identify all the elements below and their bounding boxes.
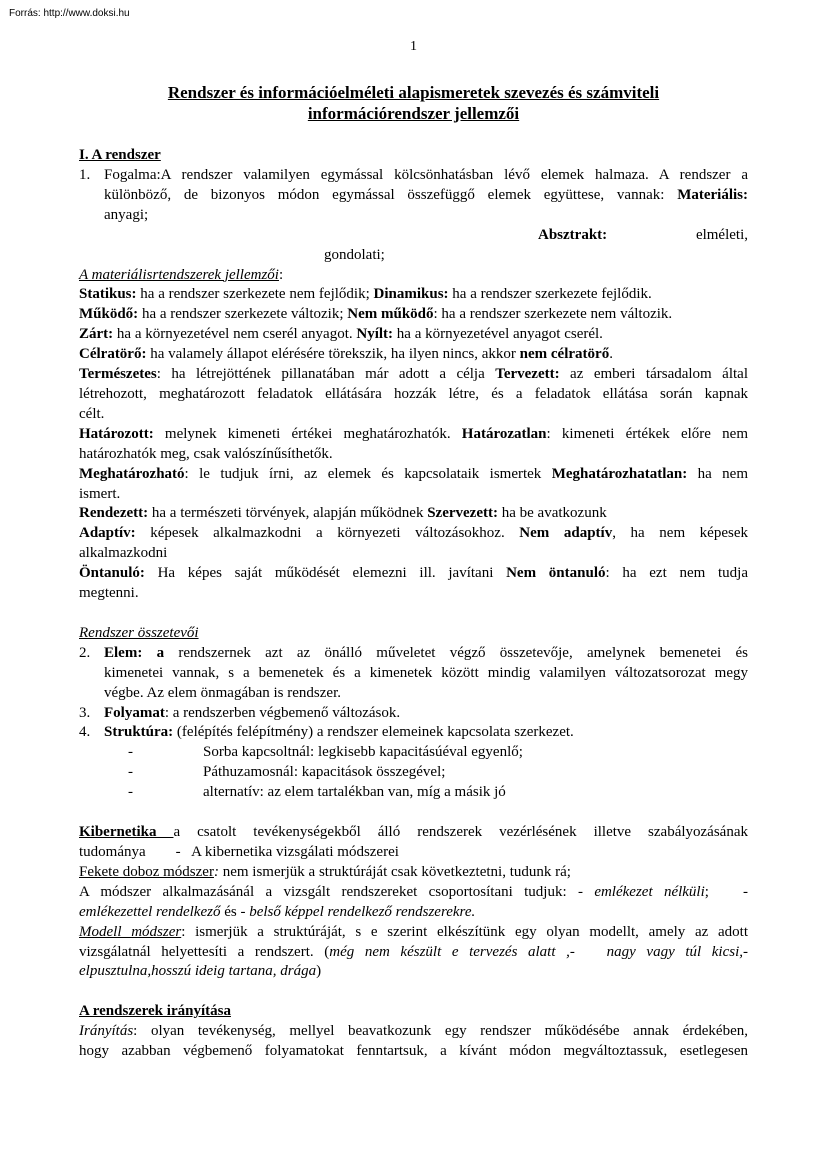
title-line-1: Rendszer és információelméleti alapismeretek szevezés és számviteli [167,83,660,102]
kibernetika-line: Kibernetika a csatolt tevékenységekből álló rendszerek vezérlésének illetve szabályozásának [79,824,748,841]
property-line: Működő: ha a rendszer szerkezete változik; Nem működő: ha a rendszer szerkezete nem változik. [79,306,673,323]
dash-item: - Páthuzamosnál: kapacitások összegével; [128,764,446,781]
document-title [79,82,748,124]
paragraph-line: elpusztulna,hosszú ideig tartana, drága) [79,963,322,980]
paragraph-line: hogy azabban végbemenő folyamatokat fenntartsuk, a kívánt módon megváltoztassuk, esetlegesen [79,1043,748,1060]
paragraph-line: Elem: a rendszernek azt az önálló műveletet végző összetevője, amelynek bemenetei és [104,644,748,661]
term-absztrakt: Absztrakt: [538,226,608,243]
paragraph-line: Fogalma:A rendszer valamilyen egymással kölcsönhatásban lévő elemek halmaza. A rendszer a [104,166,748,183]
absztrakt-line [104,226,748,246]
subheading-osszetevok: Rendszer összetevői [79,624,199,641]
subheading-jellemzok: A materiálisrtendszerek jellemzői: [79,266,284,283]
paragraph-line: A módszer alkalmazásánál a vizsgált rendszereket csoportosítani tudjuk: - emlékezet nélküli; - [79,883,748,900]
property-line: Statikus: ha a rendszer szerkezete nem fejlődik; Dinamikus: ha a rendszer szerkezete fejlődik. [79,286,652,303]
property-line: Rendezett: ha a természeti törvények, alapján működnek Szervezett: ha be avatkozunk [79,505,607,522]
fekete-doboz-line: Fekete doboz módszer: nem ismerjük a struktúráját csak következtetni, tudunk rá; [79,863,571,880]
paragraph-line: végbe. Az elem önmagában is rendszer. [104,684,341,701]
elmeleti-text: elméleti, [695,226,748,243]
document-body [79,146,748,1062]
page-number: 1 [410,39,417,54]
property-line: Természetes: ha létrejöttének pillanatában már adott a célja Tervezett: az emberi társadalom által [79,366,748,383]
paragraph-line: vizsgálatnál helyettesíti a rendszert. (még nem készült e tervezés alatt ,- nagy vagy túl kicsi,- [79,943,749,960]
list-item-4: 4. Struktúra: (felépítés felépítmény) a rendszer elemeinek kapcsolata szerkezet. [79,724,574,741]
property-line: határozhatók meg, csak valószínűsíthetők. [79,445,333,462]
gondolati-text: gondolati; [324,246,385,263]
property-line: Zárt: ha a környezetével nem cserél anyagot. Nyílt: ha a környezetével anyagot cserél. [79,326,603,343]
modell-line: Modell módszer: ismerjük a struktúráját, s e szerint elkészítünk egy olyan modellt, amely az adott [79,923,748,940]
list-number: 1. [79,166,91,183]
property-line: célt. [79,405,105,422]
paragraph-line: anyagi; [104,206,149,223]
section-heading-rendszer: I. A rendszer [79,147,161,163]
paragraph-line: kimenetei vannak, s a bemenetek és a kimenetek között mindig valamilyen változatsorozat megy [104,664,748,681]
paragraph-line: Irányítás: olyan tevékenység, mellyel beavatkozunk egy rendszer működésébe annak érdekében, [79,1023,748,1040]
property-line: Öntanuló: Ha képes saját működését elemezni ill. javítani Nem öntanuló: ha ezt nem tudja [79,565,748,582]
property-line: Adaptív: képesek alkalmazkodni a környezeti változásokhoz. Nem adaptív, ha nem képesek [79,525,748,542]
section-heading-iranyitas: A rendszerek irányítása [79,1003,231,1020]
property-line: Célratörő: ha valamely állapot elérésére törekszik, ha ilyen nincs, akkor nem célratörő. [79,346,613,363]
property-line: Határozott: melynek kimeneti értékei meghatározhatók. Határozatlan: kimeneti értékek előre nem [79,425,748,442]
property-line: Meghatározható: le tudjuk írni, az elemek és kapcsolataik ismertek Meghatározhatatlan: ha nem [79,465,748,482]
dash-item: - alternatív: az elem tartalékban van, míg a másik jó [128,784,506,801]
property-line: ismert. [79,485,121,502]
term-kibernetika: Kibernetika [79,824,174,841]
title-line-2: információrendszer jellemzői [307,104,520,123]
paragraph-line: tudománya - A kibernetika vizsgálati módszerei [79,844,399,860]
list-item-1 [79,166,748,266]
property-line: alkalmazkodni [79,545,168,562]
dash-item: - Sorba kapcsoltnál: legkisebb kapacitásúéval egyenlő; [128,744,523,761]
paragraph-line: különböző, de bizonyos módon egymással összefüggő elemek együttese, vannak: Materiális: [104,186,749,203]
source-label: Forrás: http://www.doksi.hu [9,8,130,19]
property-line: megtenni. [79,585,139,602]
list-item-3: 3. Folyamat: a rendszerben végbemenő változások. [79,704,401,721]
property-line: létrehozott, meghatározott feladatok ellátására hozzák létre, és a feladatok ellátása során kapnak [79,385,748,402]
term-materialis: Materiális: [677,186,749,203]
list-item-2: 2. Elem: a rendszernek azt az önálló műveletet végző összetevője, amelynek bemenetei és kimenetei vannak, s a bemenetek és a kimenetek között mindig valamilyen változatsorozat megy végbe. Az elem önmagában is rendszer. [79,644,748,704]
paragraph-line: emlékezettel rendelkező és - belső képpel rendelkező rendszerekre. [79,903,476,920]
